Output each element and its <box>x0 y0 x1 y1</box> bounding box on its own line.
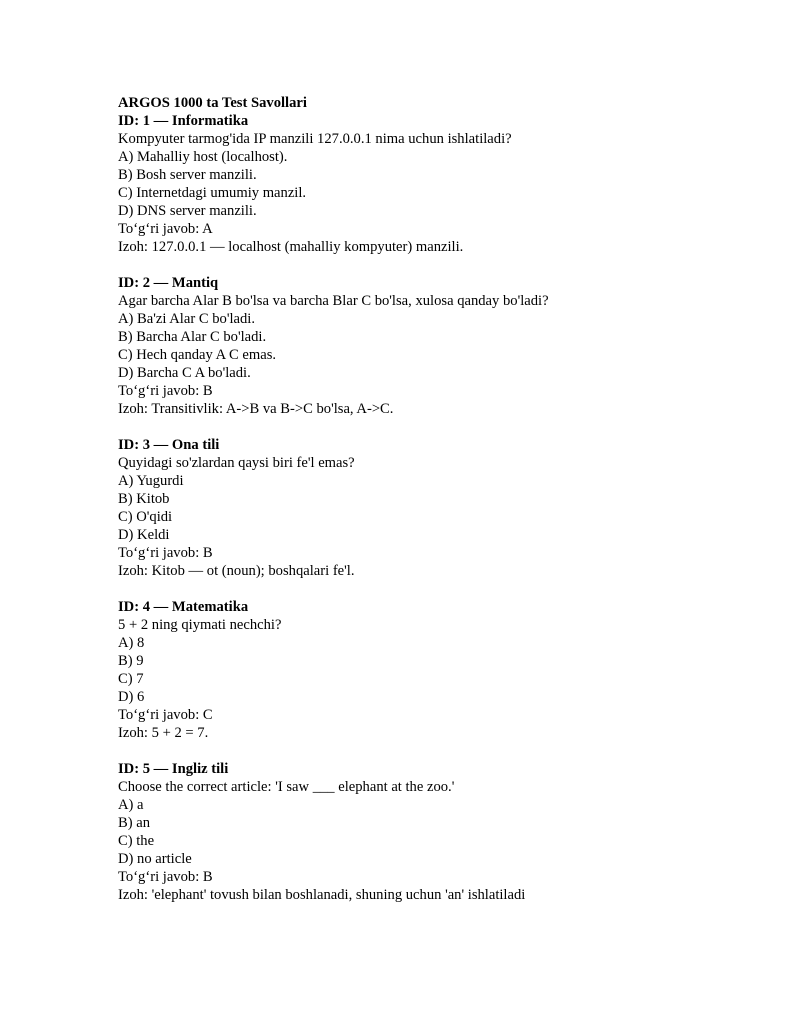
question-subject: Informatika <box>171 113 249 129</box>
question-text: Kompyuter tarmog'ida IP manzili 127.0.0.1 nima uchun ishlatiladi? <box>118 131 512 147</box>
question-subject: Mantiq <box>171 275 219 291</box>
explanation: Izoh: 127.0.0.1 — localhost (mahalliy kompyuter) manzili. <box>118 239 464 255</box>
option-a: A) Mahalliy host (localhost). <box>118 149 288 165</box>
option-c: C) O'qidi <box>118 509 173 525</box>
option-a: A) 8 <box>118 635 145 651</box>
option-d: D) DNS server manzili. <box>118 203 257 219</box>
option-b: B) Bosh server manzili. <box>118 167 257 183</box>
question-id: ID: 5 <box>118 761 151 777</box>
option-d: D) Barcha C A bo'ladi. <box>118 365 251 381</box>
question-subject: Matematika <box>171 599 249 615</box>
question-subject: Ingliz tili <box>171 761 229 777</box>
question-id: ID: 1 <box>118 113 151 129</box>
question-heading: ID: 3 — Ona tili <box>118 437 220 453</box>
question-text: Quyidagi so'zlardan qaysi biri fe'l emas? <box>118 455 355 471</box>
option-a: A) Yugurdi <box>118 473 184 489</box>
question-subject: Ona tili <box>171 437 220 453</box>
question-block-5 <box>118 760 740 904</box>
option-b: B) an <box>118 815 151 831</box>
explanation: Izoh: Transitivlik: A->B va B->C bo'lsa, A->C. <box>118 401 394 417</box>
explanation: Izoh: Kitob — ot (noun); boshqalari fe'l. <box>118 563 355 579</box>
option-a: A) Ba'zi Alar C bo'ladi. <box>118 311 255 327</box>
question-heading: ID: 5 — Ingliz tili <box>118 761 229 777</box>
correct-answer: To‘g‘ri javob: C <box>118 707 213 723</box>
option-c: C) 7 <box>118 671 144 687</box>
question-text: 5 + 2 ning qiymati nechchi? <box>118 617 282 633</box>
question-heading: ID: 4 — Matematika <box>118 599 249 615</box>
question-id: ID: 4 <box>118 599 151 615</box>
question-id: ID: 2 <box>118 275 151 291</box>
option-d: D) Keldi <box>118 527 170 543</box>
document-title: ARGOS 1000 ta Test Savollari <box>118 95 307 111</box>
question-heading: ID: 1 — Informatika <box>118 113 249 129</box>
question-block-4 <box>118 598 740 742</box>
option-a: A) a <box>118 797 144 813</box>
question-block-1 <box>118 112 740 256</box>
correct-answer: To‘g‘ri javob: B <box>118 869 213 885</box>
question-block-3 <box>118 436 740 580</box>
option-b: B) Kitob <box>118 491 170 507</box>
correct-answer: To‘g‘ri javob: B <box>118 383 213 399</box>
question-id: ID: 3 <box>118 437 151 453</box>
option-d: D) 6 <box>118 689 145 705</box>
option-c: C) Hech qanday A C emas. <box>118 347 277 363</box>
question-heading: ID: 2 — Mantiq <box>118 275 219 291</box>
option-c: C) the <box>118 833 155 849</box>
question-block-2 <box>118 274 740 418</box>
question-text: Choose the correct article: 'I saw ___ elephant at the zoo.' <box>118 779 455 795</box>
question-text: Agar barcha Alar B bo'lsa va barcha Blar C bo'lsa, xulosa qanday bo'ladi? <box>118 293 549 309</box>
option-b: B) 9 <box>118 653 144 669</box>
option-c: C) Internetdagi umumiy manzil. <box>118 185 307 201</box>
option-b: B) Barcha Alar C bo'ladi. <box>118 329 267 345</box>
option-d: D) no article <box>118 851 192 867</box>
explanation: Izoh: 5 + 2 = 7. <box>118 725 209 741</box>
correct-answer: To‘g‘ri javob: A <box>118 221 213 237</box>
correct-answer: To‘g‘ri javob: B <box>118 545 213 561</box>
explanation: Izoh: 'elephant' tovush bilan boshlanadi, shuning uchun 'an' ishlatiladi <box>118 887 526 903</box>
